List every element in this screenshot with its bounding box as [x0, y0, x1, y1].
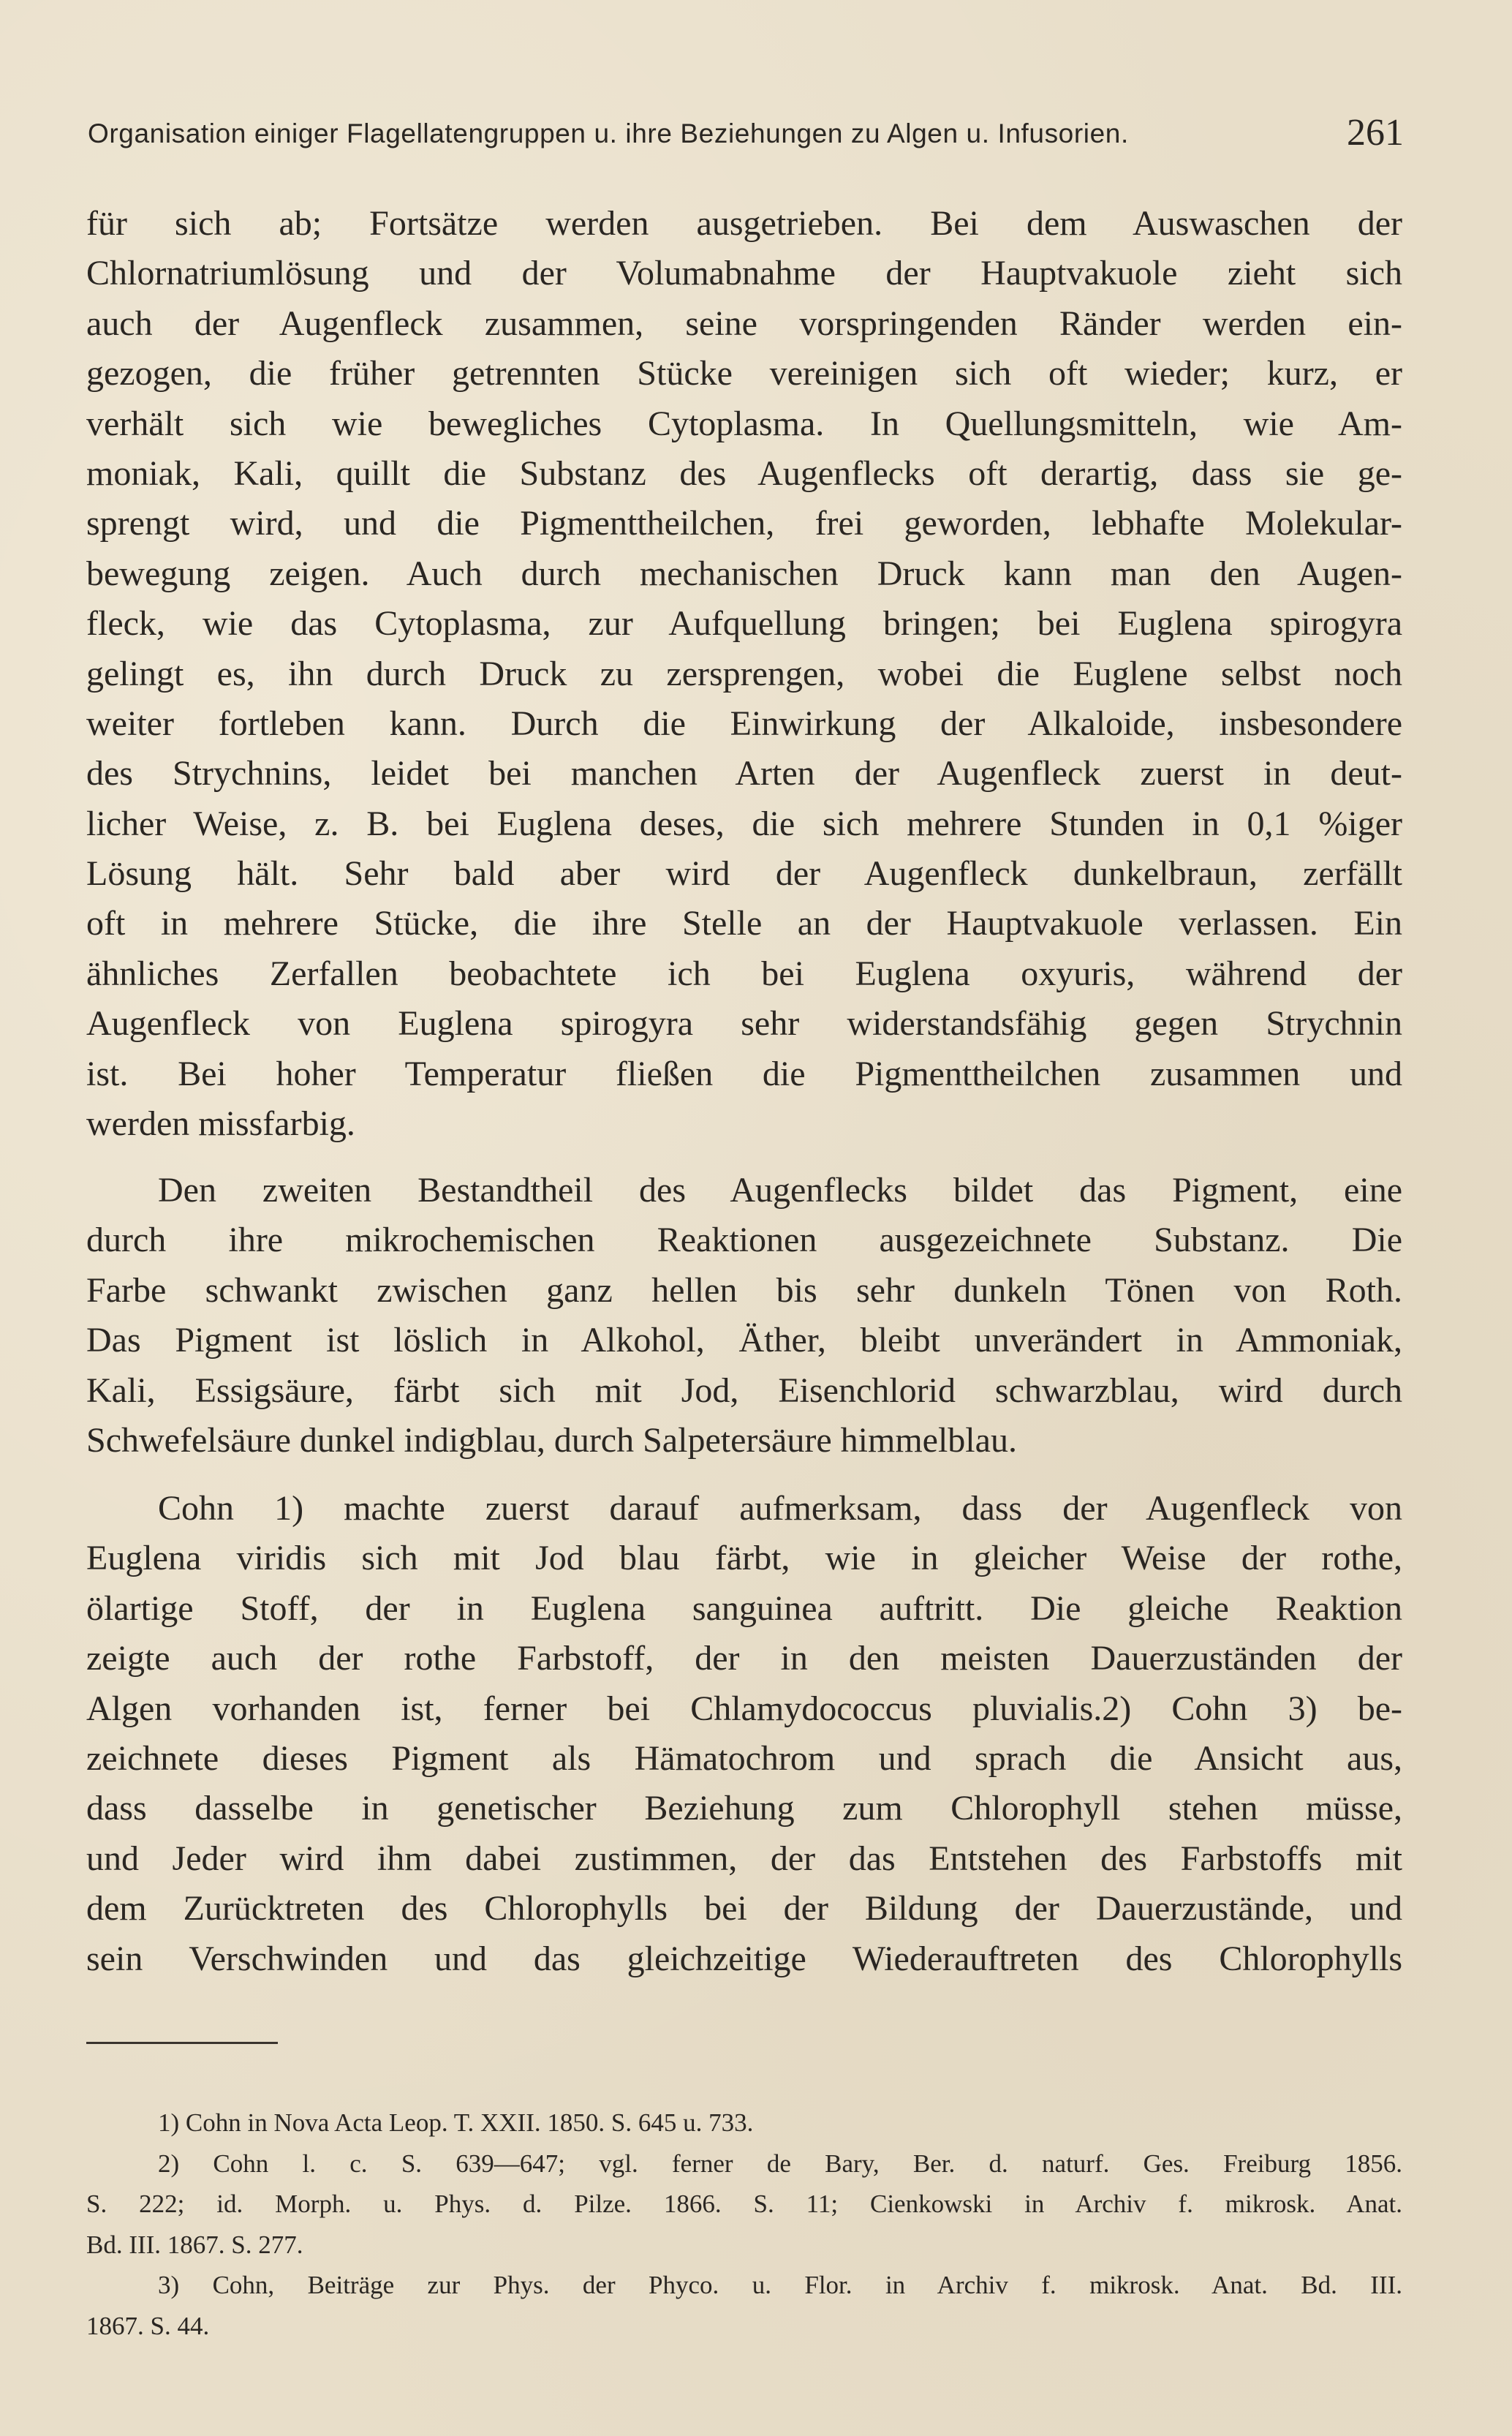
text-line: Algen vorhanden ist, ferner bei Chlamydococcus pluvialis.2) Cohn 3) be- [86, 1689, 1402, 1728]
text-line: bewegung zeigen. Auch durch mechanischen Druck kann man den Augen- [86, 554, 1402, 593]
text-line: Augenfleck von Euglena spirogyra sehr widerstandsfähig gegen Strychnin [86, 1004, 1402, 1044]
text-line: ölartige Stoff, der in Euglena sanguinea auftritt. Die gleiche Reaktion [86, 1588, 1402, 1628]
text-line: oft in mehrere Stücke, die ihre Stelle an der Hauptvakuole verlassen. Ein [86, 904, 1402, 943]
text-line: und Jeder wird ihm dabei zustimmen, der das Entstehen des Farbstoffs mit [86, 1839, 1402, 1878]
text-line: durch ihre mikrochemischen Reaktionen ausgezeichnete Substanz. Die [86, 1221, 1402, 1260]
paragraph-pigment [86, 1166, 1402, 1466]
text-line: Cohn 1) machte zuerst darauf aufmerksam, dass der Augenfleck von [158, 1489, 1402, 1528]
text-line: Chlornatriumlösung und der Volumabnahme der Hauptvakuole zieht sich [86, 254, 1402, 293]
text-line: fleck, wie das Cytoplasma, zur Aufquellung bringen; bei Euglena spirogyra [86, 604, 1402, 644]
text-line: Farbe schwankt zwischen ganz hellen bis sehr dunkeln Tönen von Roth. [86, 1270, 1402, 1310]
text-line: moniak, Kali, quillt die Substanz des Augenflecks oft derartig, dass sie ge- [86, 453, 1402, 493]
text-line: Schwefelsäure dunkel indigblau, durch Salpetersäure himmelblau. [86, 1420, 1017, 1460]
page-number: 261 [1347, 112, 1404, 154]
text-line: gezogen, die früher getrennten Stücke vereinigen sich oft wieder; kurz, er [86, 354, 1402, 393]
page-header [88, 111, 1404, 162]
text-line: weiter fortleben kann. Durch die Einwirkung der Alkaloide, insbesondere [86, 704, 1402, 743]
footnote: 3) Cohn, Beiträge zur Phys. der Phyco. u. Flor. in Archiv f. mikrosk. Anat. Bd. III. [158, 2271, 1402, 2299]
text-line: dass dasselbe in genetischer Beziehung zum Chlorophyll stehen müsse, [86, 1789, 1402, 1828]
text-line: auch der Augenfleck zusammen, seine vorspringenden Ränder werden ein- [86, 303, 1402, 343]
footnotes [86, 2103, 1402, 2346]
text-line: des Strychnins, leidet bei manchen Arten der Augenfleck zuerst in deut- [86, 754, 1402, 793]
text-line: sprengt wird, und die Pigmenttheilchen, frei geworden, lebhafte Molekular- [86, 504, 1402, 543]
text-line: verhält sich wie bewegliches Cytoplasma. In Quellungsmitteln, wie Am- [86, 404, 1402, 443]
text-line: Kali, Essigsäure, färbt sich mit Jod, Eisenchlorid schwarzblau, wird durch [86, 1370, 1402, 1410]
text-line: zeigte auch der rothe Farbstoff, der in den meisten Dauerzuständen der [86, 1639, 1402, 1678]
running-head: Organisation einiger Flagellatengruppen u. ihre Beziehungen zu Algen u. Infusorien. [88, 118, 1129, 148]
text-line: Euglena viridis sich mit Jod blau färbt, wie in gleicher Weise der rothe, [86, 1539, 1402, 1578]
text-line: ist. Bei hoher Temperatur fließen die Pigmenttheilchen zusammen und [86, 1054, 1402, 1093]
text-line: dem Zurücktreten des Chlorophylls bei der Bildung der Dauerzustände, und [86, 1889, 1402, 1928]
text-line: ähnliches Zerfallen beobachtete ich bei Euglena oxyuris, während der [86, 954, 1402, 993]
footnote: 2) Cohn l. c. S. 639—647; vgl. ferner de Bary, Ber. d. naturf. Ges. Freiburg 1856. [158, 2149, 1402, 2178]
text-line: Lösung hält. Sehr bald aber wird der Augenfleck dunkelbraun, zerfällt [86, 854, 1402, 894]
footnote-continuation: 1867. S. 44. [86, 2311, 210, 2340]
footnote: 1) Cohn in Nova Acta Leop. T. XXII. 1850. S. 645 u. 733. [158, 2108, 754, 2137]
text-line: werden missfarbig. [86, 1104, 355, 1144]
text-line: licher Weise, z. B. bei Euglena deses, die sich mehrere Stunden in 0,1 %iger [86, 804, 1402, 843]
text-line: für sich ab; Fortsätze werden ausgetrieben. Bei dem Auswaschen der [86, 204, 1402, 243]
text-line: sein Verschwinden und das gleichzeitige Wiederauftreten des Chlorophylls [86, 1939, 1402, 1978]
paragraph-cohn [86, 1484, 1402, 1984]
text-line: Das Pigment ist löslich in Alkohol, Äther, bleibt unverändert in Ammoniak, [86, 1321, 1402, 1360]
footnote-continuation: S. 222; id. Morph. u. Phys. d. Pilze. 1866. S. 11; Cienkowski in Archiv f. mikrosk. Anat. [86, 2190, 1402, 2218]
paragraph-eyespot-behaviour [86, 199, 1402, 1149]
text-line: zeichnete dieses Pigment als Hämatochrom und sprach die Ansicht aus, [86, 1738, 1402, 1778]
text-line: Den zweiten Bestandtheil des Augenflecks bildet das Pigment, eine [158, 1171, 1402, 1210]
footnote-continuation: Bd. III. 1867. S. 277. [86, 2230, 303, 2259]
text-line: gelingt es, ihn durch Druck zu zersprengen, wobei die Euglene selbst noch [86, 654, 1402, 693]
footnote-divider [86, 2042, 278, 2044]
